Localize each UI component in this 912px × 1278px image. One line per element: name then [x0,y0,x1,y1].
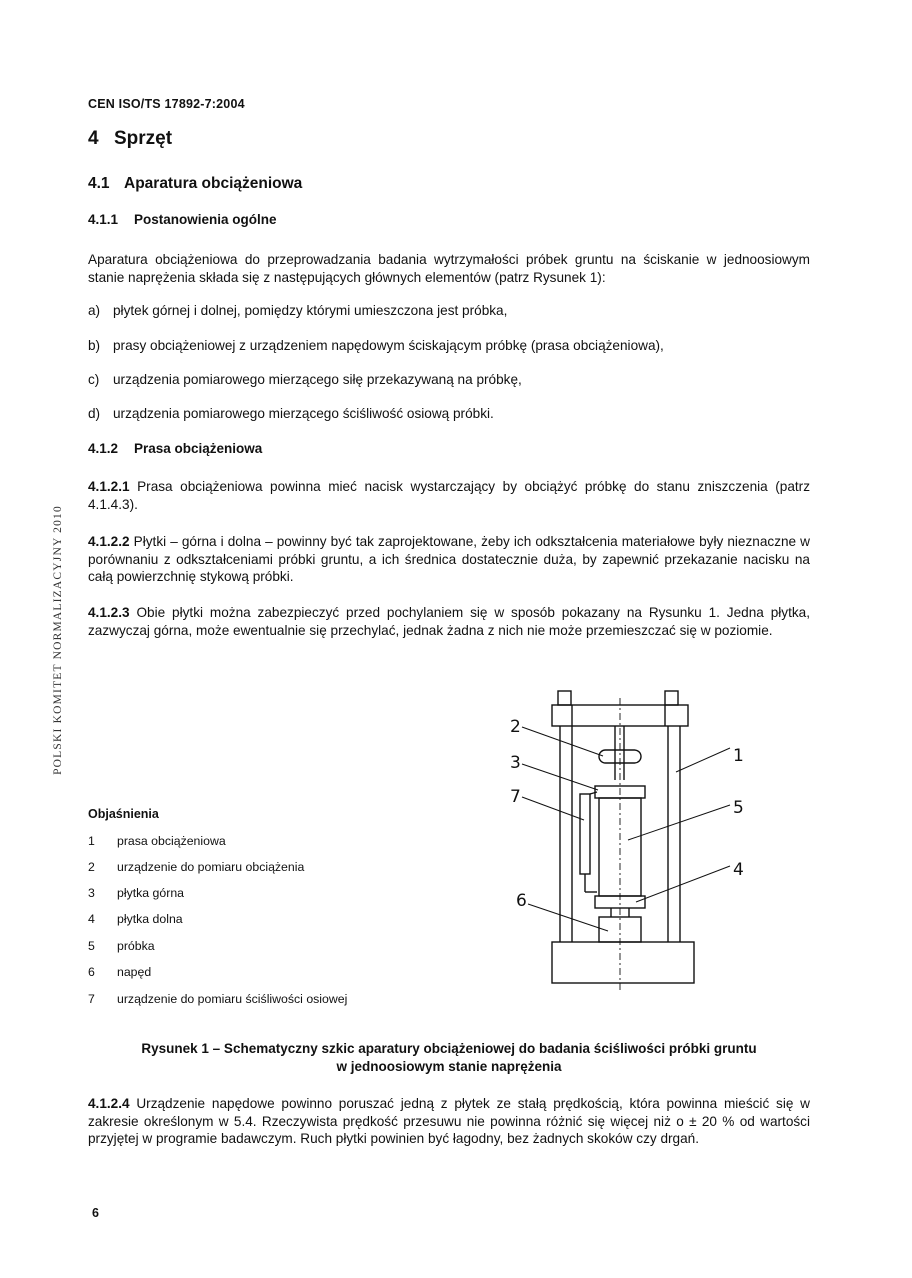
paragraph-4-1-2-4 [88,1095,810,1148]
legend-text: próbka [117,939,155,953]
paragraph-4-1-2-1 [88,478,810,513]
loading-apparatus-diagram [500,680,744,992]
pin-left [558,691,571,705]
figure-1 [500,680,744,997]
subsection-heading-4-1-2 [88,441,262,456]
legend-text: urządzenie do pomiaru obciążenia [117,860,305,874]
paragraph-number: 4.1.2.1 [88,479,130,494]
legend-text: prasa obciążeniowa [117,834,226,848]
paragraph-number: 4.1.2.2 [88,534,130,549]
list-item-text: płytek górnej i dolnej, pomiędzy którymi umieszczona jest próbka, [113,303,508,318]
legend-item [88,965,151,979]
legend-number: 2 [88,860,95,874]
callout-7: 7 [510,787,521,807]
list-item-label: a) [88,303,101,318]
list-item-label: c) [88,372,100,387]
subsection-number: 4.1.1 [88,212,119,227]
section-heading [88,128,172,150]
list-item [88,338,664,353]
list-item-text: prasy obciążeniowej z urządzeniem napędowym ściskającym próbkę (prasa obciążeniowa), [113,338,664,353]
paragraph-number: 4.1.2.3 [88,605,130,620]
legend-text: płytka dolna [117,912,183,926]
paragraph-text: Urządzenie napędowe powinno poruszać jedną z płytek ze stałą prędkością, która powinna mieścić się w zakresie określonym w 5.4. Rzeczywista prędkość przesuwu nie powinna różnić się więcej niż o ± 20 % od wartości przyjętej w programie badawczym. Ruch płytki powinien być łagodny, bez żadnych skoków czy drgań. [88,1096,810,1146]
section-number: 4 [88,128,99,149]
caption-line-1: Rysunek 1 – Schematyczny szkic aparatury obciążeniowej do badania ściśliwości próbki gruntu [141,1041,757,1056]
subsection-title: Prasa obciążeniowa [134,441,263,456]
legend-number: 1 [88,834,95,848]
intro-paragraph: Aparatura obciążeniowa do przeprowadzania badania wytrzymałości próbek gruntu na ściskanie w jednoosiowym stanie naprężenia składa się z następujących głównych elementów (patrz Rysunek 1): [88,252,810,285]
list-item [88,372,522,387]
legend-item [88,912,183,926]
callout-3: 3 [510,753,521,773]
list-item-text: urządzenia pomiarowego mierzącego ściśliwość osiową próbki. [113,406,494,421]
subsection-number: 4.1.2 [88,441,119,456]
subsection-number: 4.1 [88,175,110,192]
list-item-label: d) [88,406,101,421]
document-header: CEN ISO/TS 17892-7:2004 [88,97,245,111]
figure-caption [88,1040,810,1076]
legend-item [88,992,347,1006]
legend-item [88,860,304,874]
list-item-text: urządzenia pomiarowego mierzącego siłę przekazywaną na próbkę, [113,372,522,387]
base [552,942,694,983]
callout-1: 1 [733,746,744,766]
list-item [88,303,507,318]
legend-text: urządzenie do pomiaru ściśliwości osiowej [117,992,348,1006]
legend-item [88,886,184,900]
list-item-label: b) [88,338,101,353]
pin-right [665,691,678,705]
paragraph-4-1-2-2 [88,533,810,586]
callout-6: 6 [516,891,527,911]
list-item [88,406,494,421]
section-title: Sprzęt [114,128,173,149]
subsection-title: Aparatura obciążeniowa [124,175,303,192]
side-stamp [48,470,68,810]
callout-2: 2 [510,717,521,737]
paragraph-4-1-2-3 [88,604,810,639]
side-stamp-text: POLSKI KOMITET NORMALIZACYJNY 2010 [52,505,64,775]
legend-text: płytka górna [117,886,184,900]
paragraph-text: Obie płytki można zabezpieczyć przed pochylaniem się w sposób pokazany na Rysunku 1. Jedna płytka, zazwyczaj górna, może ewentualnie się przechylać, jednak żadna z nich nie może przemieszczać się w poziomie. [88,605,810,638]
paragraph-text: Prasa obciążeniowa powinna mieć nacisk wystarczający by obciążyć próbkę do stanu zniszczenia (patrz 4.1.4.3). [88,479,810,512]
subsection-title: Postanowienia ogólne [134,212,277,227]
page-number: 6 [92,1206,99,1220]
callout-4: 4 [733,860,744,880]
subsection-heading-4-1 [88,175,302,193]
caption-line-2: w jednoosiowym stanie naprężenia [336,1059,562,1074]
legend-number: 7 [88,992,95,1006]
subsection-heading-4-1-1 [88,212,277,227]
callout-5: 5 [733,798,744,818]
legend-number: 6 [88,965,95,979]
legend-number: 5 [88,939,95,953]
legend-number: 3 [88,886,95,900]
legend-text: napęd [117,965,152,979]
paragraph-number: 4.1.2.4 [88,1096,130,1111]
legend-item [88,834,226,848]
displacement-gauge [580,794,590,874]
legend-item [88,939,155,953]
legend-number: 4 [88,912,95,926]
legend-title: Objaśnienia [88,807,159,821]
paragraph-text: Płytki – górna i dolna – powinny być tak zaprojektowane, żeby ich odkształcenia materiałowe były nieznaczne w porównaniu z odkształceniami próbki gruntu, a ich średnica dostatecznie duża, by zapewnić przekazanie nacisku na całą powierzchnię stykową próbki. [88,534,810,584]
